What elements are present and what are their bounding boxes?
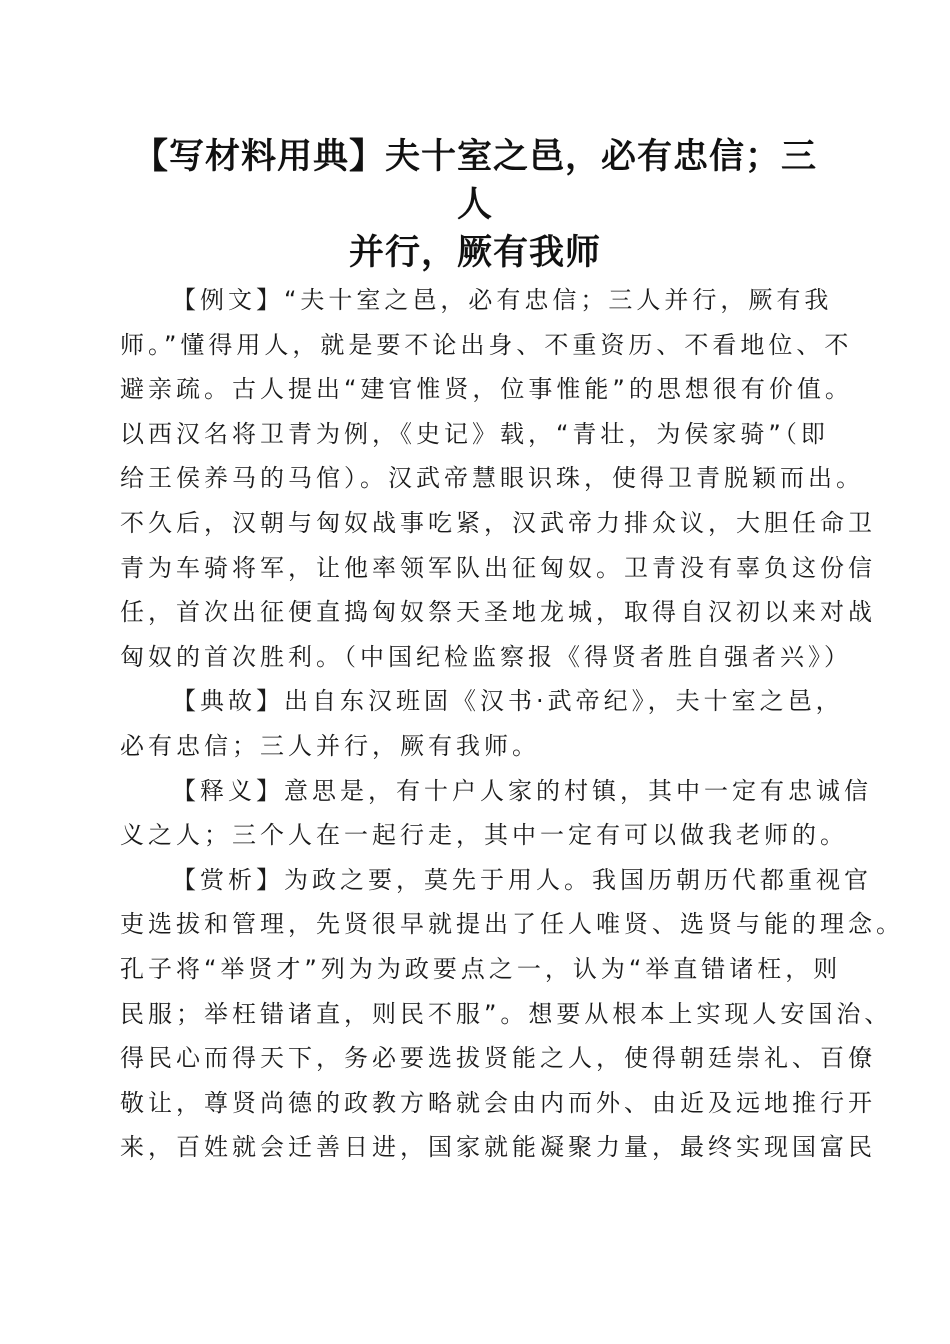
paragraph-line: 必有忠信；三人并行，厥有我师。: [120, 731, 540, 760]
paragraph-line: 民服；举枉错诸直，则民不服”。想要从根本上实现人安国治、: [120, 999, 893, 1028]
paragraph-line: 【例文】“夫十室之邑，必有忠信；三人并行，厥有我: [172, 286, 833, 314]
paragraph-line: 任，首次出征便直捣匈奴祭天圣地龙城，取得自汉初以来对战: [120, 598, 876, 627]
paragraph-line: 以西汉名将卫青为例，《史记》载，“青壮，为侯家骑”（即: [120, 419, 829, 448]
paragraph-line: 孔子将“举贤才”列为为政要点之一，认为“举直错诸枉，则: [120, 954, 842, 983]
paragraph-analysis: [120, 858, 904, 1170]
paragraph-line: 【释义】意思是，有十户人家的村镇，其中一定有忠诚信: [172, 776, 872, 805]
paragraph-line: 吏选拔和管理，先贤很早就提出了任人唯贤、选贤与能的理念。: [120, 910, 904, 939]
paragraph-line: 避亲疏。古人提出“建官惟贤，位事惟能”的思想很有价值。: [120, 375, 853, 404]
paragraph-example: [120, 278, 876, 679]
paragraph-line: 来，百姓就会迁善日进，国家就能凝聚力量，最终实现国富民: [120, 1133, 876, 1162]
document-body: [120, 278, 904, 1170]
paragraph-line: 义之人；三个人在一起行走，其中一定有可以做我老师的。: [120, 821, 848, 850]
paragraph-meaning: [120, 769, 872, 858]
paragraph-line: 得民心而得天下，务必要选拔贤能之人，使得朝廷崇礼、百僚: [120, 1044, 876, 1073]
paragraph-line: 敬让，尊贤尚德的政教方略就会由内而外、由近及远地推行开: [120, 1088, 876, 1117]
paragraph-allusion: [120, 679, 844, 768]
paragraph-line: 【赏析】为政之要，莫先于用人。我国历朝历代都重视官: [172, 865, 872, 894]
paragraph-line: 给王侯养马的马倌）。汉武帝慧眼识珠，使得卫青脱颖而出。: [120, 464, 864, 493]
paragraph-line: 【典故】出自东汉班固《汉书·武帝纪》，夫十室之邑，: [172, 687, 844, 716]
title-line: 并行，厥有我师: [348, 232, 601, 273]
paragraph-line: 青为车骑将军，让他率领军队出征匈奴。卫青没有辜负这份信: [120, 553, 876, 582]
title-line: 【写材料用典】夫十室之邑，必有忠信；三人: [132, 136, 817, 225]
paragraph-line: 师。”懂得用人，就是要不论出身、不重资历、不看地位、不: [120, 330, 853, 359]
paragraph-line: 不久后，汉朝与匈奴战事吃紧，汉武帝力排众议，大胆任命卫: [120, 508, 876, 537]
paragraph-line: 匈奴的首次胜利。（中国纪检监察报《得贤者胜自强者兴》）: [120, 642, 852, 671]
document-title: [118, 133, 832, 277]
